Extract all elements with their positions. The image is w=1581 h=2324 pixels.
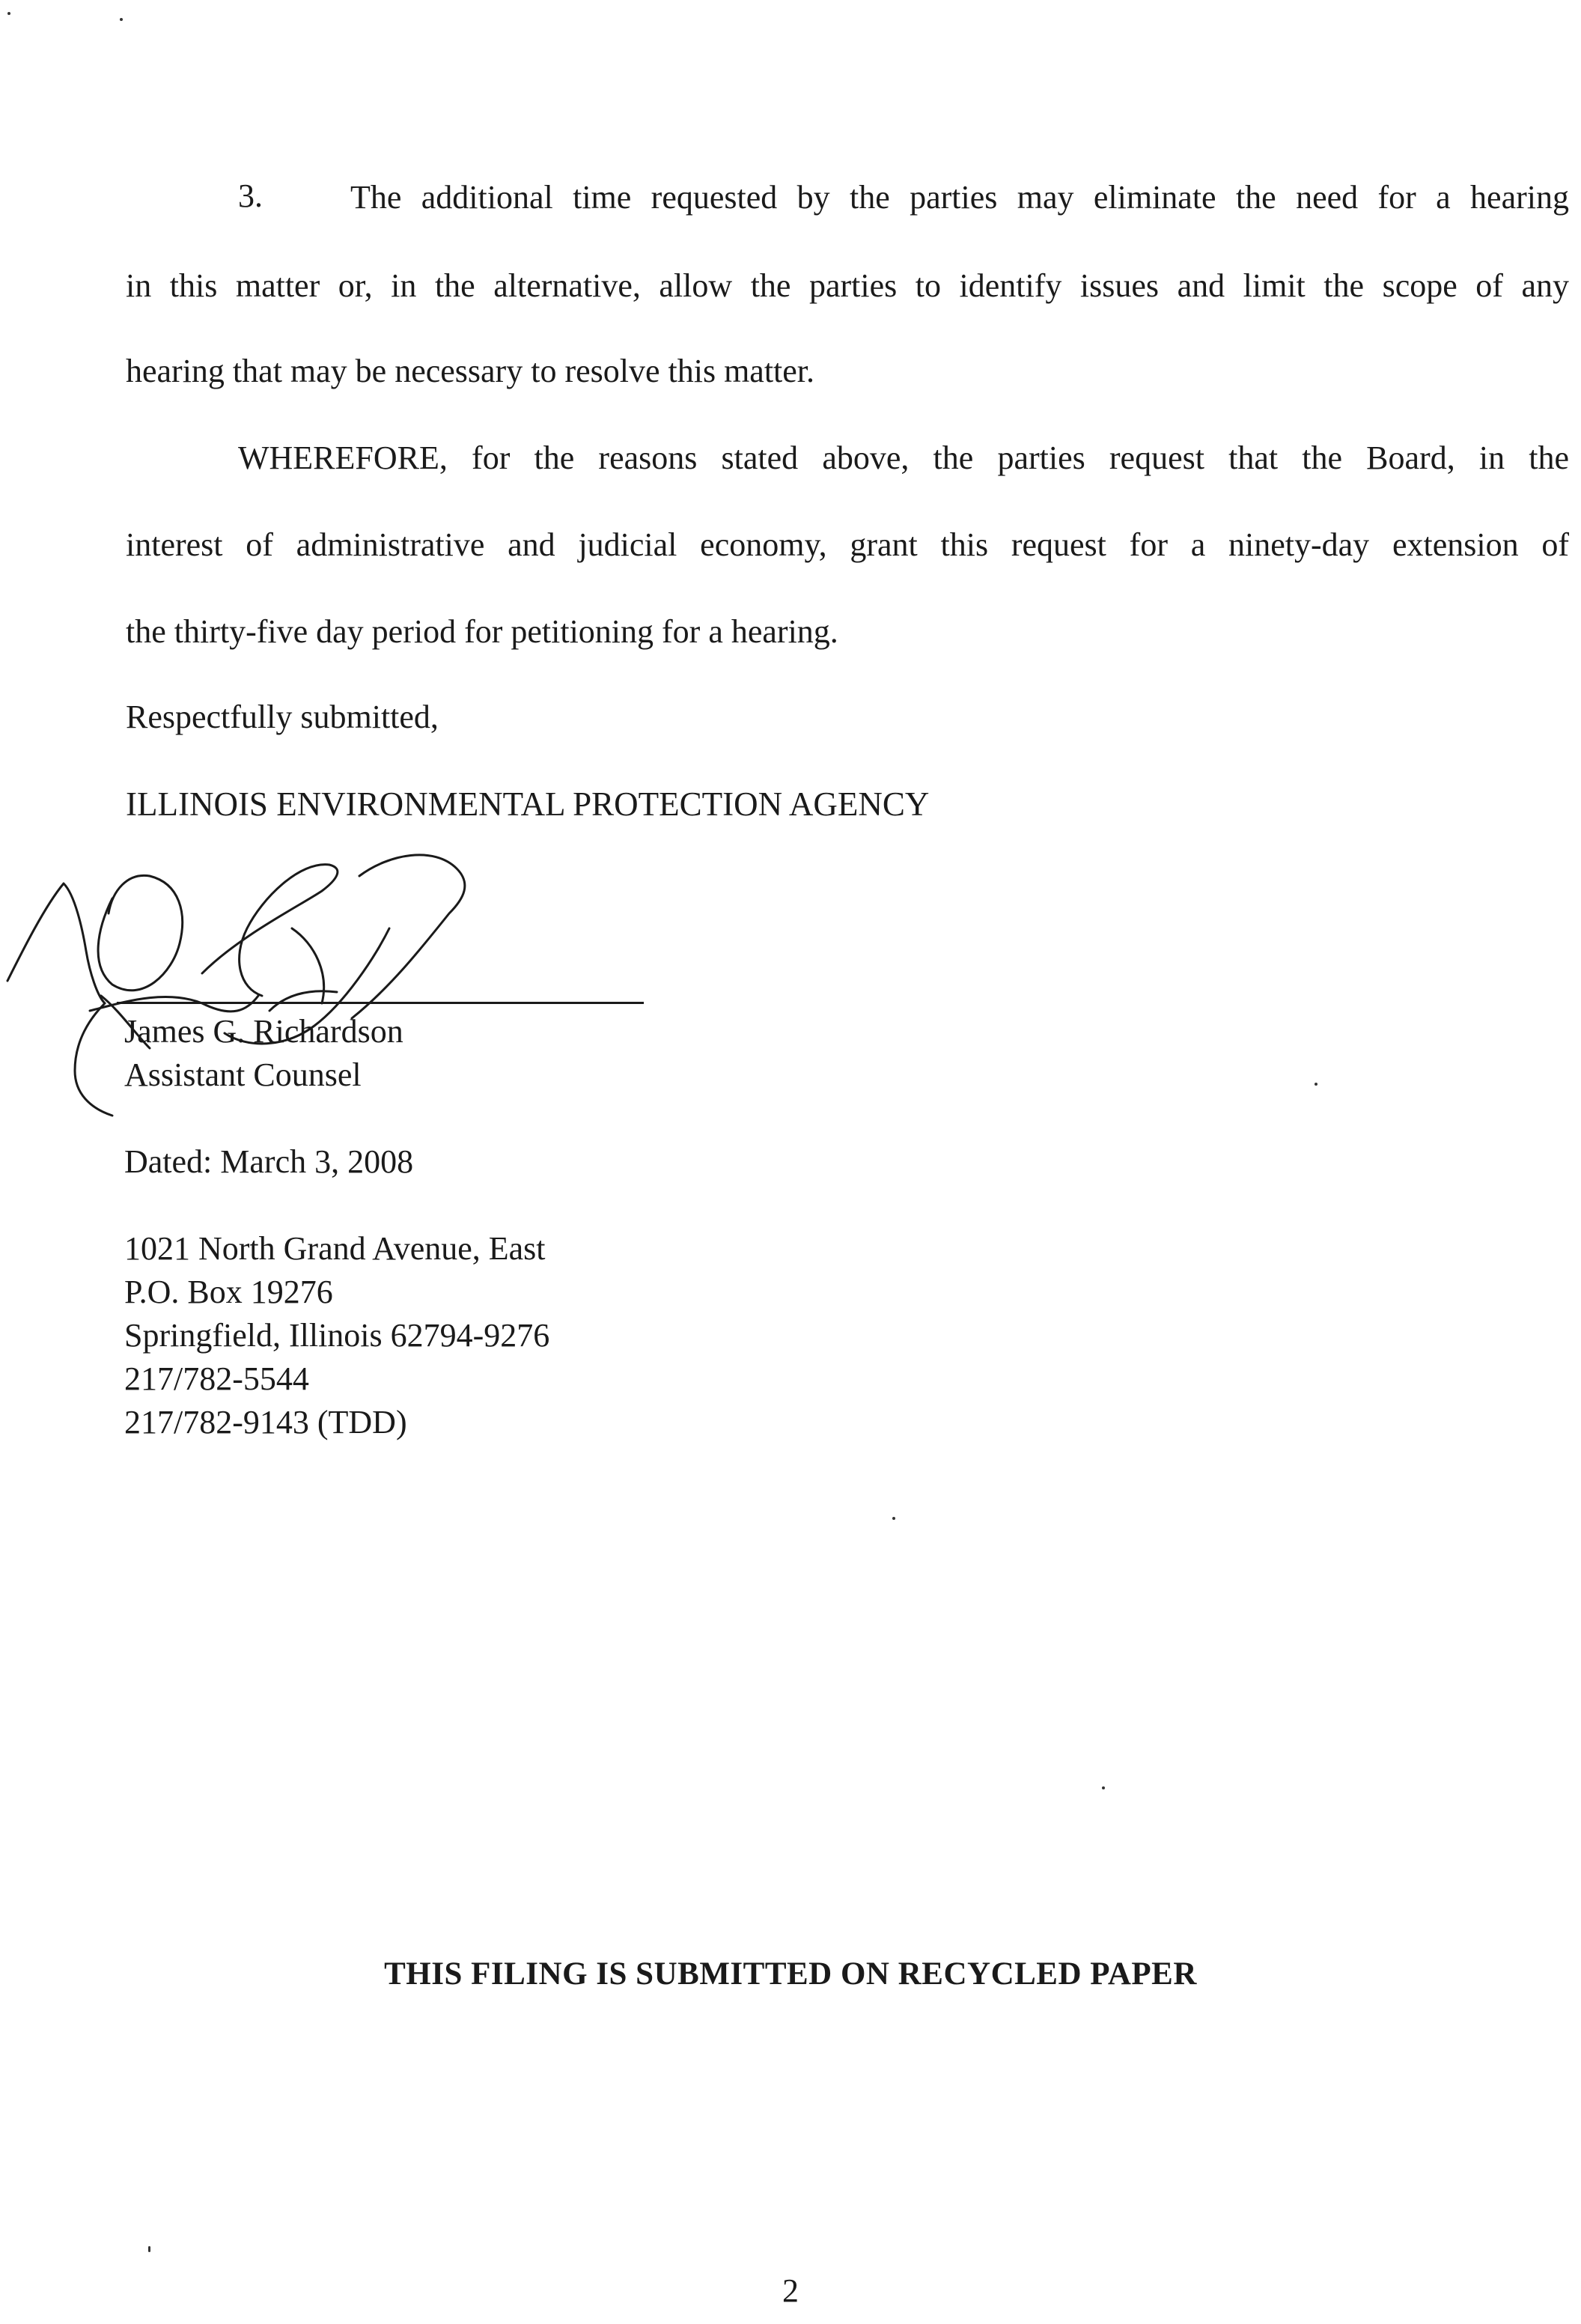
agency-name: ILLINOIS ENVIRONMENTAL PROTECTION AGENCY xyxy=(126,785,930,823)
wherefore-line-1: WHEREFORE, for the reasons stated above, the parties request that the Board, in the xyxy=(238,439,1569,476)
scan-speck xyxy=(7,12,10,15)
address-tdd: 217/782-9143 (TDD) xyxy=(124,1404,407,1441)
date-line: Dated: March 3, 2008 xyxy=(124,1143,414,1180)
paragraph-3-line-2: in this matter or, in the alternative, allow the parties to identify issues and limit the scope of any xyxy=(126,267,1569,304)
wherefore-line-2: interest of administrative and judicial economy, grant this request for a ninety-day extension of xyxy=(126,526,1569,563)
signatory-title: Assistant Counsel xyxy=(124,1056,362,1093)
signatory-name: James G. Richardson xyxy=(124,1013,403,1050)
paragraph-number: 3. xyxy=(238,177,263,214)
recycled-paper-notice: THIS FILING IS SUBMITTED ON RECYCLED PAPER xyxy=(384,1956,1197,1992)
signature-line xyxy=(117,1002,644,1004)
scan-speck xyxy=(1315,1083,1318,1086)
paragraph-3-line-1: The additional time requested by the parties may eliminate the need for a hearing xyxy=(350,179,1569,216)
address-city: Springfield, Illinois 62794-9276 xyxy=(124,1317,550,1354)
address-po-box: P.O. Box 19276 xyxy=(124,1274,333,1310)
address-street: 1021 North Grand Avenue, East xyxy=(124,1230,546,1267)
address-phone: 217/782-5544 xyxy=(124,1360,309,1397)
wherefore-line-3: the thirty-five day period for petitioning for a hearing. xyxy=(126,613,838,650)
paragraph-3-line-3: hearing that may be necessary to resolve this matter. xyxy=(126,353,815,389)
scan-speck xyxy=(148,2246,150,2252)
scan-speck xyxy=(1102,1786,1105,1789)
scan-speck xyxy=(892,1517,895,1520)
scan-speck xyxy=(120,18,123,21)
respectfully-submitted: Respectfully submitted, xyxy=(126,699,439,735)
page-number: 2 xyxy=(782,2272,799,2309)
